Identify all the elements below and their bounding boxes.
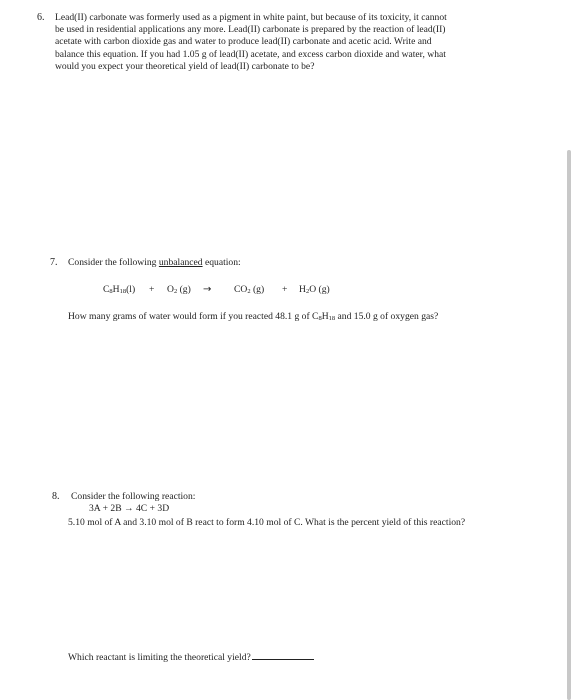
question-8-number: 8. <box>52 491 60 502</box>
equation-plus-2: + <box>282 284 288 295</box>
question-8-reaction-text: 3A + 2B → 4C + 3D <box>89 503 170 514</box>
question-6-number: 6. <box>37 12 45 23</box>
question-8-intro: Consider the following reaction: <box>71 491 196 502</box>
question-7-intro-underlined: unbalanced <box>158 257 203 268</box>
limiting-question-text: Which reactant is limiting the theoretical yield? <box>68 652 251 663</box>
question-6-line-4: balance this equation. If you had 1.05 g of lead(II) acetate, and excess carbon dioxide and water, what <box>55 48 446 60</box>
question-6-line-5: would you expect your theoretical yield of lead(II) carbonate to be? <box>55 60 315 72</box>
equation-arrow-icon: → <box>203 284 212 295</box>
question-6-line-3: acetate with carbon dioxide gas and water to produce lead(II) carbonate and acetic acid. Write and <box>55 36 432 48</box>
question-7-question: How many grams of water would form if you reacted 48.1 g of $C_8H_{18}$ and 15.0 g of oxygen gas? <box>68 311 439 322</box>
question-8-question: 5.10 mol of A and 3.10 mol of B react to form 4.10 mol of C. What is the percent yield of this reaction? <box>68 517 466 528</box>
question-7-equation <box>0 284 577 298</box>
question-8-limiting <box>68 650 314 664</box>
equation-carbon-dioxide: $CO_2$ (g) <box>234 284 265 295</box>
question-7-intro-prefix: Consider the following <box>68 257 159 268</box>
answer-blank <box>252 650 314 660</box>
question-6-line-1: Lead(II) carbonate was formerly used as a pigment in white paint, but because of its toxicity, it cannot <box>55 12 447 23</box>
scrollbar[interactable] <box>567 150 571 700</box>
question-6-line-2: be used in residential applications any more. Lead(II) carbonate is prepared by the reaction of lead(II) <box>55 24 446 36</box>
equation-octane: $C_8H_{18}(l)$ <box>103 284 136 295</box>
equation-water: $H_2O$ (g) <box>299 284 330 295</box>
question-7-number: 7. <box>50 257 58 268</box>
question-8-reaction <box>89 503 169 515</box>
equation-oxygen: $O_2$ (g) <box>167 284 191 295</box>
question-6-text <box>55 12 447 73</box>
question-7-intro-suffix: equation: <box>202 257 241 268</box>
question-7-intro <box>68 257 241 269</box>
equation-plus-1: + <box>149 284 155 295</box>
